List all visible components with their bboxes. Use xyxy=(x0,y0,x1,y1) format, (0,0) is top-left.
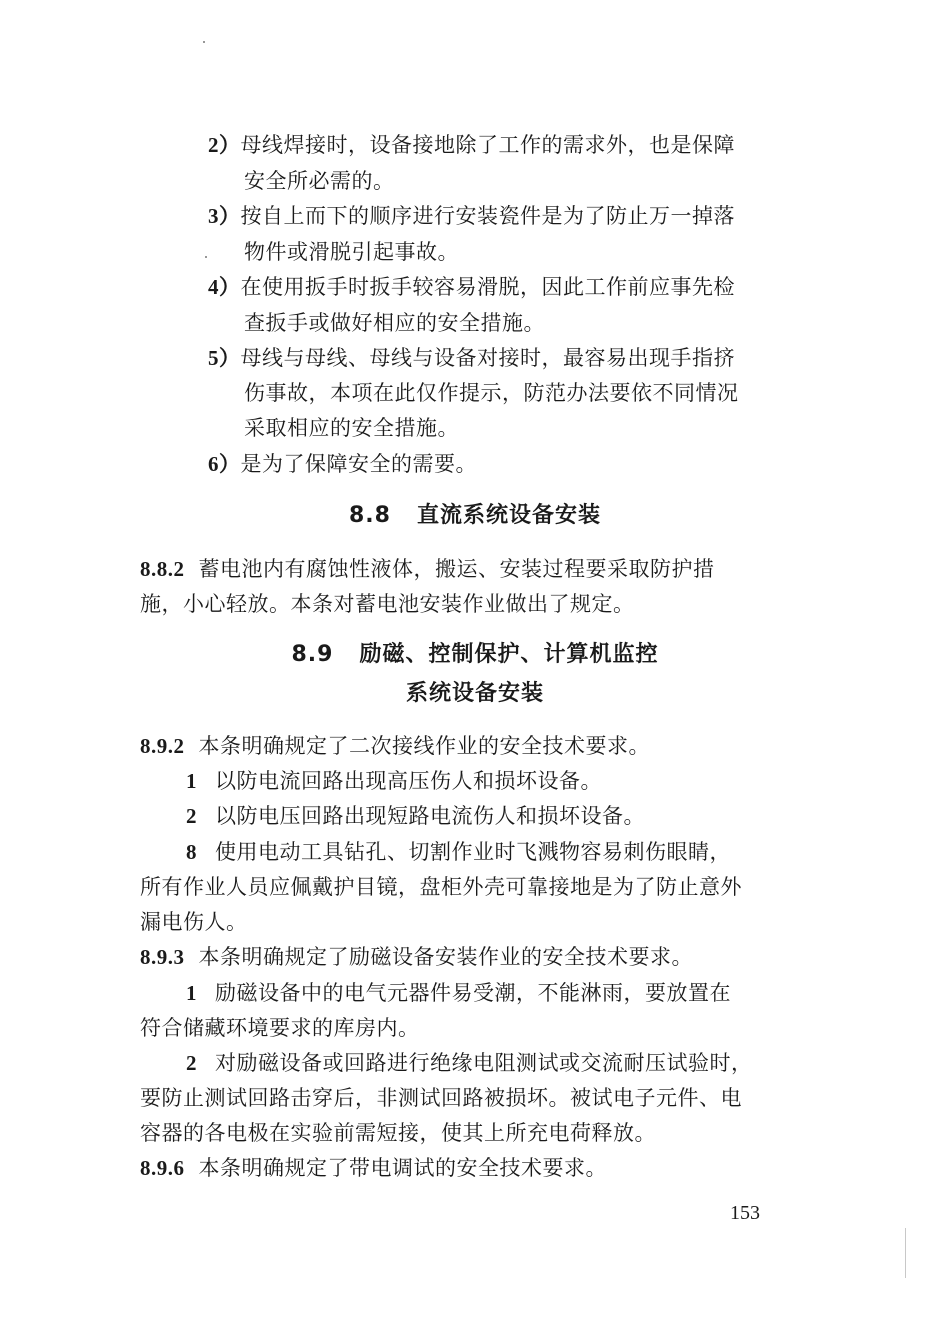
clause-8-9-3-item-2-line3: 容器的各电极在实验前需短接，使其上所充电荷释放。 xyxy=(140,1121,656,1145)
list-item-5-line1 xyxy=(208,341,735,375)
clause-text: 本条明确规定了二次接线作业的安全技术要求。 xyxy=(198,734,650,758)
list-item-2-line1 xyxy=(208,128,735,162)
list-item-number: 2） xyxy=(208,133,241,157)
list-item-6-line1 xyxy=(208,447,477,481)
clause-number: 8.9.6 xyxy=(140,1156,185,1180)
scan-edge-mark xyxy=(905,1228,906,1278)
scan-speck xyxy=(203,41,205,43)
list-item-4-line1 xyxy=(208,270,735,304)
clause-8-9-2-item-2 xyxy=(186,799,645,833)
section-heading-8-8 xyxy=(0,498,950,534)
clause-text: 蓄电池内有腐蚀性液体，搬运、安装过程要采取防护措 xyxy=(198,557,715,581)
clause-8-9-3-item-1-line1 xyxy=(186,976,731,1010)
list-item-number: 6） xyxy=(208,452,241,476)
item-number: 1 xyxy=(186,769,197,793)
clause-8-8-2-line2: 施，小心轻放。本条对蓄电池安装作业做出了规定。 xyxy=(140,592,635,616)
list-item-text: 在使用扳手时扳手较容易滑脱，因此工作前应事先检 xyxy=(240,275,735,299)
clause-number: 8.9.3 xyxy=(140,945,185,969)
list-item-text: 母线与母线、母线与设备对接时，最容易出现手指挤 xyxy=(240,346,735,370)
clause-text: 本条明确规定了带电调试的安全技术要求。 xyxy=(198,1156,607,1180)
item-text: 励磁设备中的电气元器件易受潮，不能淋雨，要放置在 xyxy=(215,981,731,1005)
list-item-number: 5） xyxy=(208,346,241,370)
clause-8-9-2-item-1 xyxy=(186,764,602,798)
section-heading-8-9-line2: 系统设备安装 xyxy=(405,681,544,706)
list-item-text: 按自上而下的顺序进行安装瓷件是为了防止万一掉落 xyxy=(240,204,735,228)
clause-number: 8.9.2 xyxy=(140,734,185,758)
section-number: 8.8 xyxy=(349,503,391,528)
item-number: 1 xyxy=(186,981,197,1005)
item-number: 2 xyxy=(186,804,197,828)
list-item-5-line3: 采取相应的安全措施。 xyxy=(244,416,459,440)
clause-8-9-2 xyxy=(140,729,650,763)
clause-number: 8.8.2 xyxy=(140,557,185,581)
clause-8-9-3-item-2-line1 xyxy=(186,1046,753,1080)
list-item-text: 母线焊接时，设备接地除了工作的需求外，也是保障 xyxy=(240,133,735,157)
clause-8-9-2-item-8-line1 xyxy=(186,835,731,869)
section-title: 励磁、控制保护、计算机监控 xyxy=(359,642,659,667)
item-number: 2 xyxy=(186,1051,197,1075)
list-item-number: 3） xyxy=(208,204,241,228)
clause-8-9-6 xyxy=(140,1151,607,1185)
clause-8-9-3 xyxy=(140,940,693,974)
list-item-number: 4） xyxy=(208,275,241,299)
item-number: 8 xyxy=(186,840,197,864)
clause-8-9-3-item-1-line2: 符合储藏环境要求的库房内。 xyxy=(140,1016,420,1040)
clause-8-8-2-line1 xyxy=(140,552,715,586)
section-heading-8-9 xyxy=(0,637,950,673)
list-item-2-line2: 安全所必需的。 xyxy=(244,169,395,193)
section-number: 8.9 xyxy=(291,642,334,667)
item-text: 对励磁设备或回路进行绝缘电阻测试或交流耐压试验时， xyxy=(215,1051,753,1075)
list-item-5-line2: 伤事故，本项在此仅作提示，防范办法要依不同情况 xyxy=(244,381,739,405)
list-item-3-line1 xyxy=(208,199,735,233)
list-item-4-line2: 查扳手或做好相应的安全措施。 xyxy=(244,311,545,335)
clause-8-9-2-item-8-line3: 漏电伤人。 xyxy=(140,910,248,934)
item-text: 使用电动工具钻孔、切割作业时飞溅物容易刺伤眼睛， xyxy=(215,840,731,864)
scan-speck xyxy=(205,256,207,258)
clause-text: 本条明确规定了励磁设备安装作业的安全技术要求。 xyxy=(198,945,693,969)
section-title: 直流系统设备安装 xyxy=(416,503,601,528)
item-text: 以防电流回路出现高压伤人和损坏设备。 xyxy=(215,769,602,793)
list-item-text: 是为了保障安全的需要。 xyxy=(240,452,477,476)
item-text: 以防电压回路出现短路电流伤人和损坏设备。 xyxy=(215,804,645,828)
page-number: 153 xyxy=(730,1202,760,1224)
list-item-3-line2: 物件或滑脱引起事故。 xyxy=(244,240,459,264)
clause-8-9-3-item-2-line2: 要防止测试回路击穿后，非测试回路被损坏。被试电子元件、电 xyxy=(140,1086,742,1110)
clause-8-9-2-item-8-line2: 所有作业人员应佩戴护目镜，盘柜外壳可靠接地是为了防止意外 xyxy=(140,875,742,899)
